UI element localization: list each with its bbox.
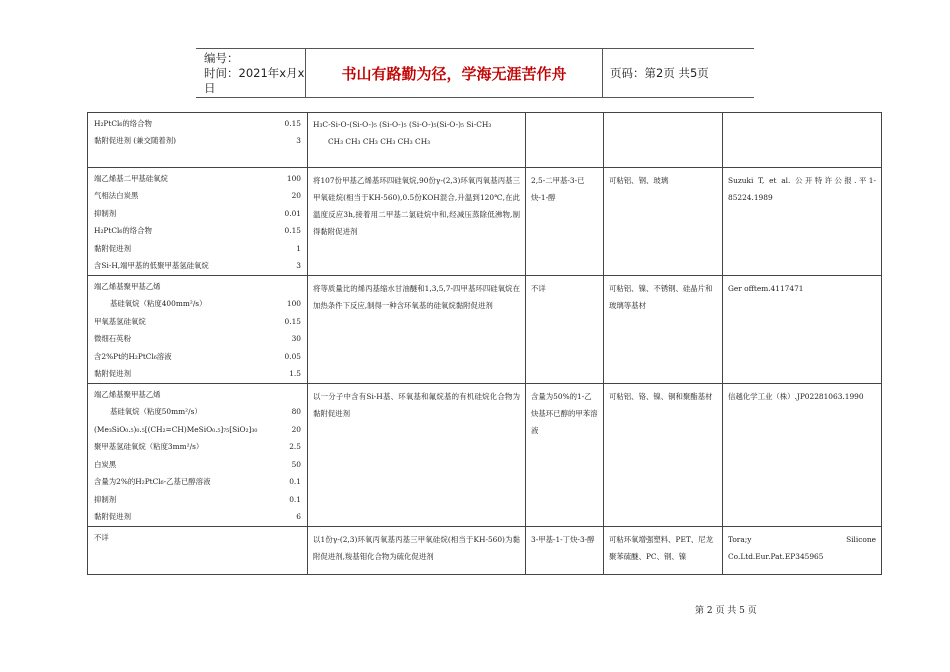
component-line — [94, 386, 301, 404]
component-qty: 3 — [296, 261, 301, 271]
method-cell — [308, 276, 526, 384]
component-qty: 20 — [291, 424, 301, 434]
component-line — [94, 133, 301, 151]
substrate-cell — [604, 168, 723, 276]
component-line — [94, 115, 301, 133]
component-line — [94, 491, 301, 509]
component-name: (Me₃SiO₀.₅)₀.₅[(CH₂=CH)MeSiO₀.₅]₇₅[SiO₂]₃₀ — [94, 424, 258, 434]
method-text-2: CH₃ CH₃ CH₃ CH₃ CH₃ CH₃ — [328, 137, 431, 146]
source-text: Tora;y Silicone Co.Ltd.Eur.Pat.EP345965 — [728, 535, 876, 561]
catalyst-cell — [526, 384, 604, 527]
catalyst-text — [526, 113, 603, 117]
component-line — [94, 348, 301, 366]
method-text: 以一分子中含有Si-H基、环氧基和氟烷基的有机硅烷化合物为黏附促进剂 — [313, 392, 520, 418]
substrate-text: 可粘环氧增强塑料、PET、尼龙聚苯硫醚、PC、钢、镍 — [609, 535, 713, 561]
component-name: 微细石英粉 — [94, 334, 131, 344]
source-text: 信越化学工业（株）.JP02281063.1990 — [728, 392, 864, 401]
catalyst-text: 3-甲基-1-丁炔-3-醇 — [531, 535, 595, 544]
component-qty: 0.05 — [284, 351, 301, 361]
method-text: 以1份γ-(2,3)环氧丙氧基丙基三甲氧硅烷(相当于KH-560)为黏附促进剂,羧基钼化合物为硫化促进剂 — [313, 535, 520, 561]
table-row — [88, 113, 882, 168]
time-label: 时间：2021年x月x日 — [204, 66, 305, 95]
component-qty: 0.1 — [289, 477, 301, 487]
header-page: 页码：第2页 共5页 — [610, 66, 709, 80]
component-qty: 30 — [291, 334, 301, 344]
component-line — [94, 456, 301, 474]
component-name: 基硅氧烷（粘度400mm²/s） — [110, 299, 207, 309]
catalyst-cell — [526, 276, 604, 384]
method-text: H₃C-Si-O-(Si-O-)₅ (Si-O-)₅ (Si-O-)₅(Si-O-)₅ Si-CH₃ — [313, 120, 492, 129]
component-name: 端乙烯基二甲基硅氧烷 — [94, 173, 168, 183]
component-qty: 100 — [286, 173, 301, 183]
component-line — [94, 509, 301, 527]
source-cell — [723, 276, 882, 384]
source-text — [723, 113, 881, 117]
catalyst-text: 2,5-二甲基-3-已炔-1-醇 — [531, 176, 585, 202]
method-cell — [308, 384, 526, 527]
component-name: 含2%Pt的H₂PtCl₆溶液 — [94, 351, 172, 361]
component-qty: 6 — [296, 512, 301, 522]
method-text: 将107份甲基乙烯基环四硅氧烷,90份γ-(2,3)环氧丙氧基丙基三甲氧硅烷(相当于KH-560),0.5份KOH混合,升温到120℃,在此温度反应3h,接着用二甲基二氯硅烷中和,经减压蒸除低沸物,制得黏附促进剂 — [313, 176, 520, 236]
source-cell — [723, 527, 882, 575]
source-text: Ger offtem.4117471 — [728, 284, 804, 293]
catalyst-cell — [526, 113, 604, 168]
substrate-text: 可粘铝、钢、玻璃 — [609, 176, 669, 185]
header-meta — [196, 49, 306, 97]
component-name: 端乙烯基聚甲基乙烯 — [94, 389, 161, 399]
component-qty: 50 — [291, 459, 301, 469]
component-qty: 0.15 — [284, 226, 301, 236]
component-line — [94, 240, 301, 258]
substrate-text: 可粘铝、镍、不锈钢、硅晶片和玻璃等基材 — [609, 284, 713, 310]
component-name: H₂PtCl₆的络合物 — [94, 226, 152, 236]
page-header — [196, 48, 754, 98]
component-name: 黏附促进剂 — [94, 243, 131, 253]
substrate-cell — [604, 113, 723, 168]
component-name: 抑制剂 — [94, 494, 117, 504]
catalyst-text: 不详 — [531, 284, 546, 293]
component-qty: 0.1 — [289, 494, 301, 504]
catalyst-cell — [526, 527, 604, 575]
component-line — [94, 223, 301, 241]
component-qty: 2.5 — [289, 442, 301, 452]
substrate-cell — [604, 276, 723, 384]
table-row — [88, 384, 882, 527]
method-cell — [308, 113, 526, 168]
component-name: 含量为2%的H₂PtCl₆-乙基已醇溶液 — [94, 477, 211, 487]
substrate-text: 可粘铝、铬、镍、铜和聚酯基材 — [609, 392, 713, 401]
source-cell — [723, 113, 882, 168]
component-name: H₂PtCl₆的络合物 — [94, 118, 152, 128]
table-row — [88, 276, 882, 384]
catalyst-text: 含量为50%的1-乙炔基环已醇的甲苯溶液 — [531, 392, 598, 435]
component-qty: 80 — [291, 407, 301, 417]
method-text: 将等质量比的烯丙基缩水甘油醚和1,3,5,7-四甲基环四硅氧烷在加热条件下反应,制得一种含环氧基的硅氧烷黏附促进剂 — [313, 284, 520, 310]
components-cell — [88, 384, 308, 527]
substrate-cell — [604, 384, 723, 527]
component-line — [94, 529, 301, 547]
component-name: 白炭黑 — [94, 459, 117, 469]
component-name: 端乙烯基聚甲基乙烯 — [94, 281, 161, 291]
component-name: 含Si-H,端甲基的低聚甲基氢硅氧烷 — [94, 261, 209, 271]
component-qty: 0.15 — [284, 316, 301, 326]
component-qty: 0.15 — [284, 118, 301, 128]
component-name: 黏附促进剂 (兼交随着剂) — [94, 136, 177, 146]
component-qty: 0.01 — [284, 208, 301, 218]
component-line — [94, 258, 301, 276]
component-name: 黏附促进剂 — [94, 512, 131, 522]
method-cell — [308, 527, 526, 575]
catalyst-cell — [526, 168, 604, 276]
component-name: 气相法白炭黑 — [94, 191, 139, 201]
component-line — [94, 296, 301, 314]
component-name: 基硅氧烷（粘度50mm²/s） — [110, 407, 202, 417]
component-qty: 100 — [286, 299, 301, 309]
component-line — [94, 313, 301, 331]
table-row — [88, 168, 882, 276]
component-line — [94, 188, 301, 206]
components-cell — [88, 168, 308, 276]
substrate-cell — [604, 527, 723, 575]
component-name: 抑制剂 — [94, 208, 117, 218]
table-row — [88, 527, 882, 575]
adhesive-table — [87, 112, 882, 575]
component-name: 甲氧基氢硅氧烷 — [94, 316, 146, 326]
component-qty: 20 — [291, 191, 301, 201]
source-text: Suzuki T, et al. 公开特许公报.平1-85224.1989 — [728, 176, 876, 202]
page-footer: 第 2 页 共 5 页 — [695, 606, 757, 616]
component-line — [94, 421, 301, 439]
component-qty: 3 — [296, 136, 301, 146]
component-line — [94, 439, 301, 457]
number-label: 编号： — [204, 51, 239, 65]
component-line — [94, 170, 301, 188]
component-name: 不详 — [94, 532, 109, 542]
component-line — [94, 474, 301, 492]
source-cell — [723, 384, 882, 527]
component-line — [94, 366, 301, 384]
component-line — [94, 404, 301, 422]
component-line — [94, 331, 301, 349]
component-name: 黏附促进剂 — [94, 369, 131, 379]
component-qty: 1 — [296, 243, 301, 253]
component-name: 聚甲基氢硅氧烷（粘度3mm²/s） — [94, 442, 204, 452]
component-line — [94, 205, 301, 223]
components-cell — [88, 276, 308, 384]
method-cell — [308, 168, 526, 276]
component-line — [94, 278, 301, 296]
source-cell — [723, 168, 882, 276]
component-qty: 1.5 — [289, 369, 301, 379]
header-motto: 书山有路勤为径，学海无涯苦作舟 — [306, 49, 603, 97]
components-cell — [88, 527, 308, 575]
substrate-text — [604, 113, 722, 117]
components-cell — [88, 113, 308, 168]
